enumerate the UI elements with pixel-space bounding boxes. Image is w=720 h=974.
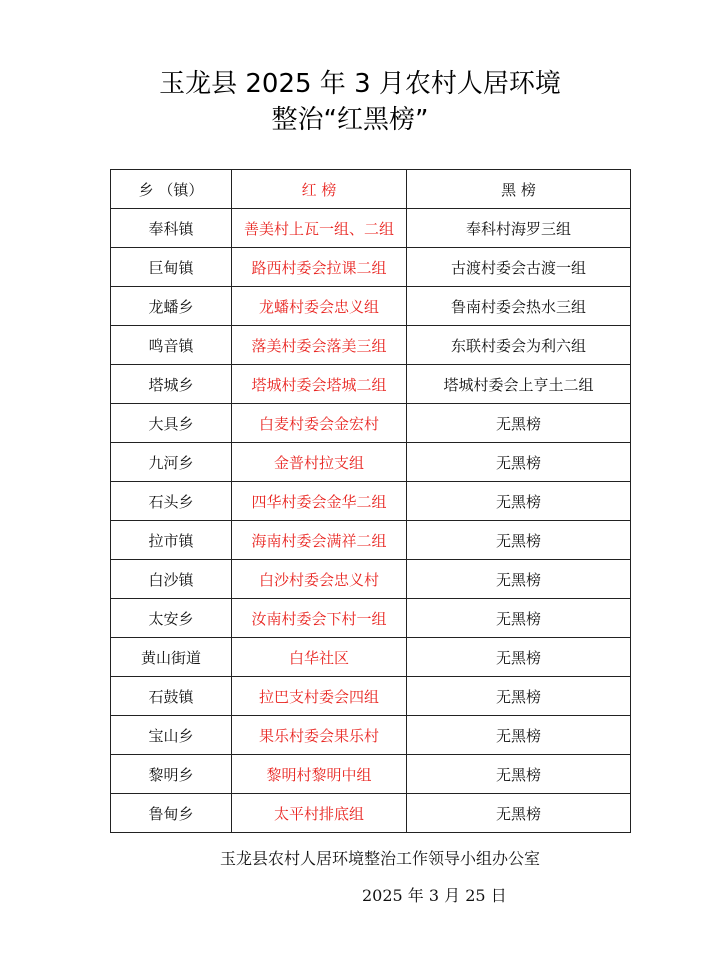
cell-black-list: 东联村委会为利六组	[407, 326, 631, 365]
cell-red-list: 果乐村委会果乐村	[232, 716, 407, 755]
cell-red-list: 路西村委会拉课二组	[232, 248, 407, 287]
cell-red-list: 白华社区	[232, 638, 407, 677]
table-row	[111, 794, 631, 833]
table-row	[111, 443, 631, 482]
cell-town: 黄山街道	[111, 638, 232, 677]
cell-red-list: 汝南村委会下村一组	[232, 599, 407, 638]
cell-black-list: 无黑榜	[407, 521, 631, 560]
cell-black-list: 古渡村委会古渡一组	[407, 248, 631, 287]
cell-town: 巨甸镇	[111, 248, 232, 287]
cell-red-list: 四华村委会金华二组	[232, 482, 407, 521]
cell-black-list: 无黑榜	[407, 560, 631, 599]
cell-black-list: 无黑榜	[407, 638, 631, 677]
cell-town: 大具乡	[111, 404, 232, 443]
table-row	[111, 755, 631, 794]
header-town: 乡 （镇）	[111, 170, 232, 209]
table-header-row	[111, 170, 631, 209]
cell-black-list: 无黑榜	[407, 599, 631, 638]
table-row	[111, 560, 631, 599]
table-row	[111, 326, 631, 365]
cell-black-list: 无黑榜	[407, 482, 631, 521]
document-title-line-2: 整治“红黑榜”	[271, 105, 429, 135]
cell-town: 黎明乡	[111, 755, 232, 794]
cell-red-list: 太平村排底组	[232, 794, 407, 833]
cell-town: 奉科镇	[111, 209, 232, 248]
cell-town: 白沙镇	[111, 560, 232, 599]
cell-black-list: 鲁南村委会热水三组	[407, 287, 631, 326]
table-row	[111, 677, 631, 716]
cell-town: 拉市镇	[111, 521, 232, 560]
header-red-list: 红 榜	[232, 170, 407, 209]
cell-black-list: 塔城村委会上亨土二组	[407, 365, 631, 404]
cell-black-list: 无黑榜	[407, 794, 631, 833]
cell-town: 鲁甸乡	[111, 794, 232, 833]
cell-black-list: 无黑榜	[407, 443, 631, 482]
cell-town: 太安乡	[111, 599, 232, 638]
cell-red-list: 善美村上瓦一组、二组	[232, 209, 407, 248]
document-title-line-1: 玉龙县 2025 年 3 月农村人居环境	[159, 69, 561, 99]
red-black-list-table	[110, 169, 631, 833]
cell-red-list: 白麦村委会金宏村	[232, 404, 407, 443]
cell-red-list: 拉巴支村委会四组	[232, 677, 407, 716]
table-row	[111, 716, 631, 755]
cell-town: 九河乡	[111, 443, 232, 482]
cell-black-list: 无黑榜	[407, 404, 631, 443]
table-row	[111, 521, 631, 560]
cell-red-list: 塔城村委会塔城二组	[232, 365, 407, 404]
cell-town: 石鼓镇	[111, 677, 232, 716]
cell-black-list: 无黑榜	[407, 716, 631, 755]
cell-black-list: 无黑榜	[407, 755, 631, 794]
cell-town: 石头乡	[111, 482, 232, 521]
table-row	[111, 404, 631, 443]
issue-date: 2025 年 3 月 25 日	[362, 886, 507, 905]
cell-town: 龙蟠乡	[111, 287, 232, 326]
table-row	[111, 638, 631, 677]
table-row	[111, 482, 631, 521]
cell-red-list: 龙蟠村委会忠义组	[232, 287, 407, 326]
table-row	[111, 287, 631, 326]
table-row	[111, 599, 631, 638]
cell-black-list: 无黑榜	[407, 677, 631, 716]
cell-town: 宝山乡	[111, 716, 232, 755]
table-row	[111, 365, 631, 404]
cell-red-list: 金普村拉支组	[232, 443, 407, 482]
cell-red-list: 落美村委会落美三组	[232, 326, 407, 365]
cell-red-list: 白沙村委会忠义村	[232, 560, 407, 599]
table-row	[111, 209, 631, 248]
cell-town: 鸣音镇	[111, 326, 232, 365]
cell-black-list: 奉科村海罗三组	[407, 209, 631, 248]
cell-town: 塔城乡	[111, 365, 232, 404]
issuing-office: 玉龙县农村人居环境整治工作领导小组办公室	[220, 849, 541, 868]
table-row	[111, 248, 631, 287]
cell-red-list: 黎明村黎明中组	[232, 755, 407, 794]
header-black-list: 黑 榜	[407, 170, 631, 209]
cell-red-list: 海南村委会满祥二组	[232, 521, 407, 560]
